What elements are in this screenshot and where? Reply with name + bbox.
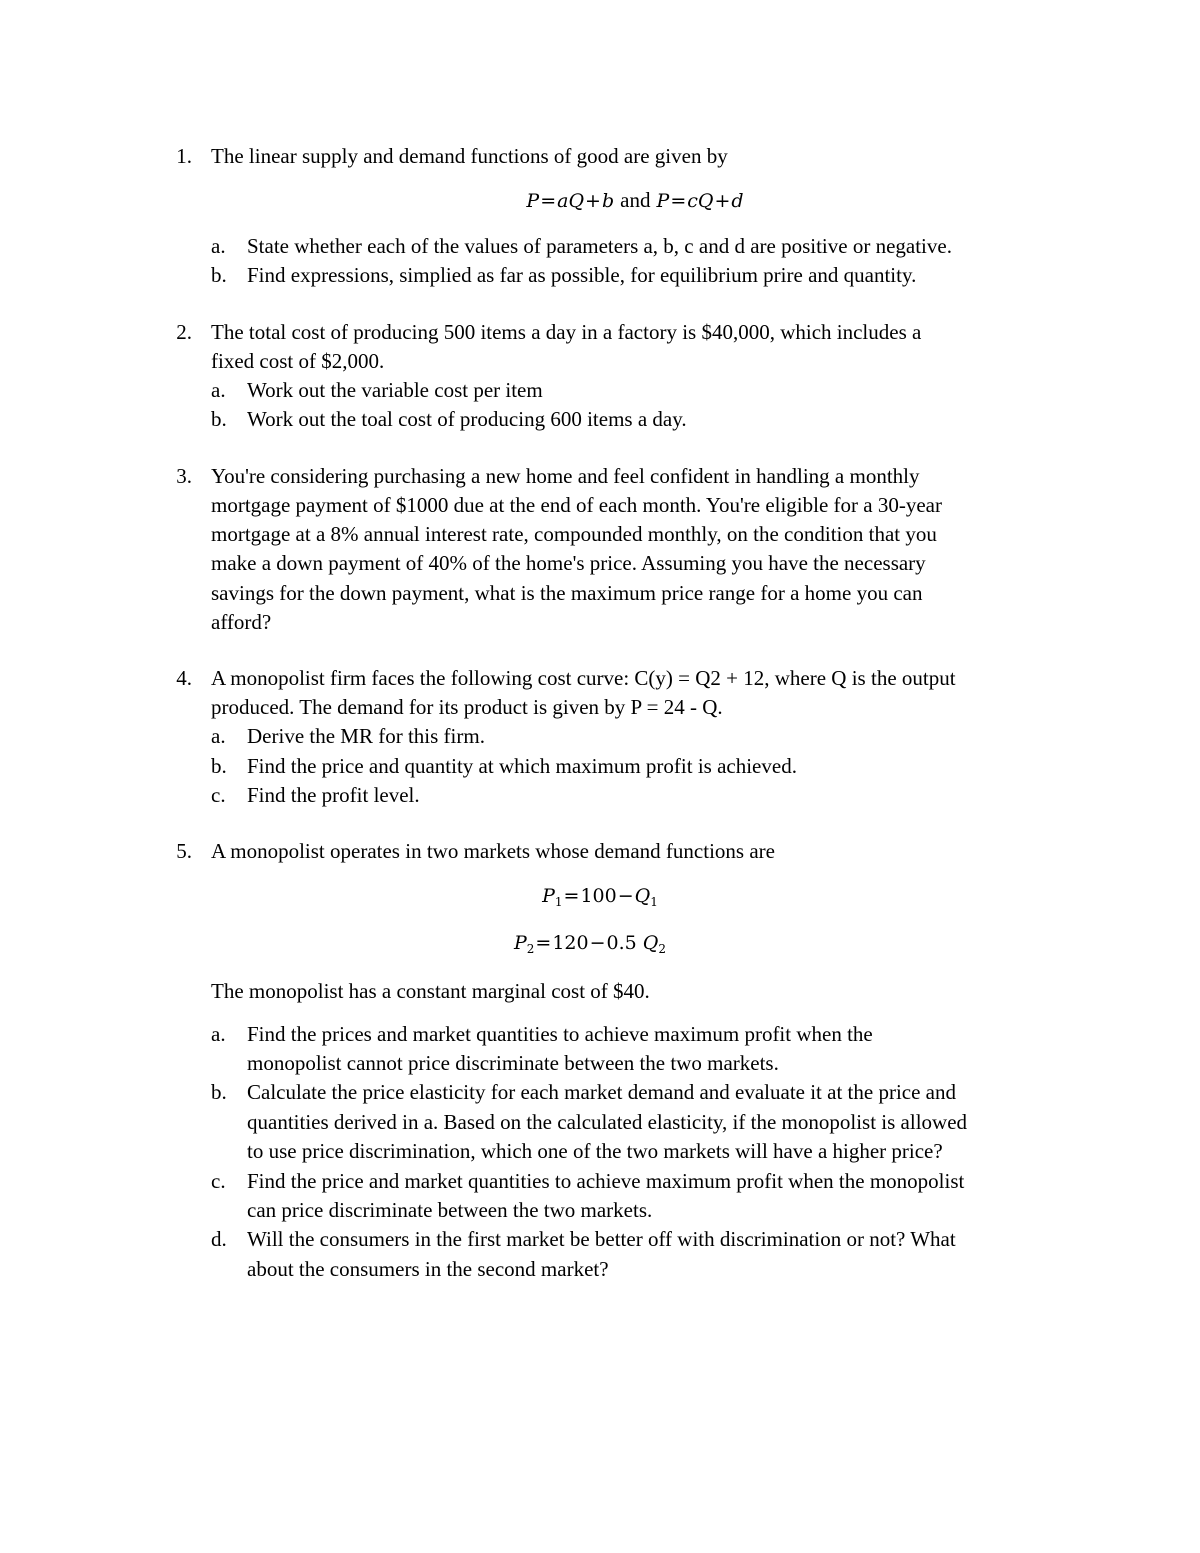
q1-equation: P=aQ+b and P=cQ+d xyxy=(526,188,744,212)
q3-text-line: mortgage payment of $1000 due at the end of each month. You're eligible for a 30-year xyxy=(211,493,942,517)
q3-text-line: make a down payment of 40% of the home's price. Assuming you have the necessary xyxy=(211,551,926,575)
q4-item-b-text: Find the price and quantity at which maximum profit is achieved. xyxy=(247,754,797,778)
q1-number: 1. xyxy=(176,144,192,168)
q2-text-line: fixed cost of $2,000. xyxy=(211,349,385,373)
q2-number: 2. xyxy=(176,320,192,344)
q5-marginal-cost-text: The monopolist has a constant marginal cost of $40. xyxy=(211,979,650,1003)
q5-text: A monopolist operates in two markets whose demand functions are xyxy=(211,839,775,863)
q4-text-line: produced. The demand for its product is given by P = 24 - Q. xyxy=(211,695,723,719)
q3-text-line: mortgage at a 8% annual interest rate, compounded monthly, on the condition that you xyxy=(211,522,937,546)
q3-text-line: afford? xyxy=(211,610,272,634)
q5-item-d-label: d. xyxy=(211,1227,227,1251)
q3-number: 3. xyxy=(176,464,192,488)
q5-item-c-text: can price discriminate between the two markets. xyxy=(247,1198,653,1222)
q5-item-a-text: Find the prices and market quantities to achieve maximum profit when the xyxy=(247,1022,873,1046)
q4-item-a-label: a. xyxy=(211,724,226,748)
q4-item-b-label: b. xyxy=(211,754,227,778)
q5-equation-1: $P_1=100-Q_1$ xyxy=(542,885,658,909)
q3-text-line: You're considering purchasing a new home and feel confident in handling a monthly xyxy=(211,464,920,488)
q3-text-line: savings for the down payment, what is the maximum price range for a home you can xyxy=(211,581,923,605)
q2-item-a-text: Work out the variable cost per item xyxy=(247,378,543,402)
q5-item-d-text: Will the consumers in the first market be better off with discrimination or not? What xyxy=(247,1227,956,1251)
q5-item-b-text: Calculate the price elasticity for each market demand and evaluate it at the price and xyxy=(247,1080,956,1104)
q5-number: 5. xyxy=(176,839,192,863)
q2-text-line: The total cost of producing 500 items a day in a factory is $40,000, which includes a xyxy=(211,320,922,344)
q4-item-c-text: Find the profit level. xyxy=(247,783,420,807)
q5-item-d-text: about the consumers in the second market? xyxy=(247,1257,609,1281)
q2-item-a-label: a. xyxy=(211,378,226,402)
q1-item-a-text: State whether each of the values of parameters a, b, c and d are positive or negative. xyxy=(247,234,952,258)
q5-item-a-label: a. xyxy=(211,1022,226,1046)
q2-item-b-label: b. xyxy=(211,407,227,431)
q5-item-c-text: Find the price and market quantities to achieve maximum profit when the monopolist xyxy=(247,1169,965,1193)
q4-item-c-label: c. xyxy=(211,783,226,807)
q5-item-b-text: quantities derived in a. Based on the calculated elasticity, if the monopolist is allowed xyxy=(247,1110,968,1134)
q1-item-b-text: Find expressions, simplied as far as possible, for equilibrium prire and quantity. xyxy=(247,263,917,287)
q5-item-a-text: monopolist cannot price discriminate between the two markets. xyxy=(247,1051,779,1075)
q4-item-a-text: Derive the MR for this firm. xyxy=(247,724,485,748)
q5-equation-2: $P_2=120-0.5$ $Q_2$ xyxy=(513,932,667,956)
q5-item-b-text: to use price discrimination, which one of the two markets will have a higher price? xyxy=(247,1139,943,1163)
q5-item-c-label: c. xyxy=(211,1169,226,1193)
q4-number: 4. xyxy=(176,666,192,690)
q1-text: The linear supply and demand functions of good are given by xyxy=(211,144,728,168)
q4-text-line: A monopolist firm faces the following cost curve: C(y) = Q2 + 12, where Q is the output xyxy=(211,666,956,690)
q1-item-a-label: a. xyxy=(211,234,226,258)
q5-item-b-label: b. xyxy=(211,1080,227,1104)
q1-item-b-label: b. xyxy=(211,263,227,287)
q2-item-b-text: Work out the toal cost of producing 600 items a day. xyxy=(247,407,687,431)
